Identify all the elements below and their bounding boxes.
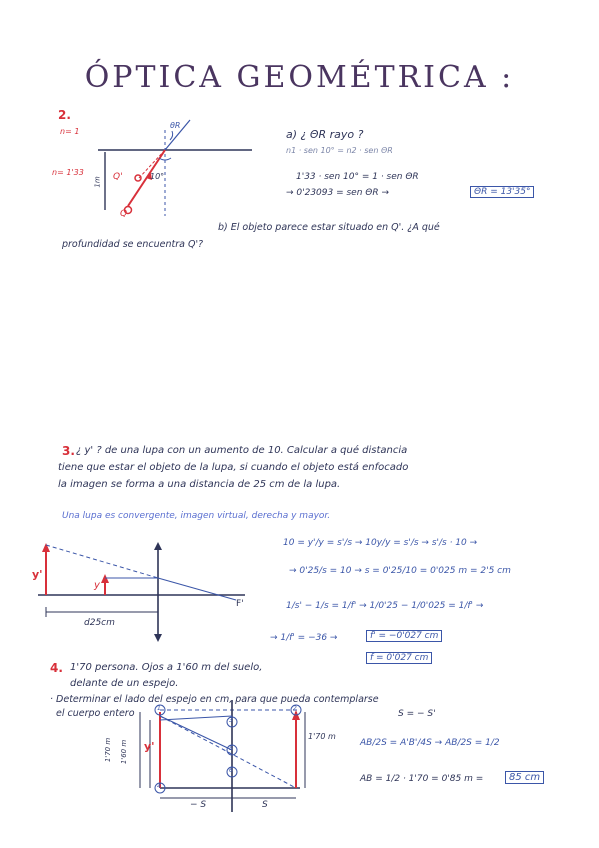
y-label: y [94,580,100,591]
distance-label: d25cm [84,618,115,628]
p3-eq1: 10 = y'/y = s'/s → 10y/y = s'/s → s'/s · 10 → [283,538,478,548]
problem-4-line-2: delante de un espejo. [70,678,179,689]
angle-label: 10° [150,172,165,181]
point-q-prime [135,175,141,181]
problem-3-number: 3. [62,444,75,458]
result-equation: AB = 1/2 · 1'70 = 0'85 m = [360,774,484,784]
problem-4-line-3: · Determinar el lado del espejo en cm, para que pueda contemplarse [50,694,379,705]
sight-ray-up [160,716,232,720]
image-height-label: 1'70 m [308,732,336,741]
depth-label: 1m [93,176,102,188]
angle-arc-r [170,131,173,140]
refraction-diagram [98,120,252,216]
q-prime-label: Q' [113,172,123,182]
marker-2-label: 2 [293,705,297,712]
marker-1-label: 1 [157,705,161,712]
sight-ray-down [160,716,232,750]
question-a: a) ¿ ΘR rayo ? [286,128,364,141]
problem-4-line-1: 1'70 persona. Ojos a 1'60 m del suelo, [70,662,263,673]
marker-6-label: 6 [229,767,233,774]
n2-label: n= 1'33 [52,168,84,177]
angle-arc [159,158,171,160]
problem-3-line-3: la imagen se forma a una distancia de 25 cm de la lupa. [58,479,341,490]
height-label: 1'70 m [104,737,113,763]
problem-4-number: 4. [50,661,63,675]
marker-4-label: 4 [157,783,161,790]
lens-note: Una lupa es convergente, imagen virtual, derecha y mayor. [62,511,331,521]
ray-refracted [158,578,236,600]
p4-result: 85 cm [505,771,544,784]
p2-eq2: 1'33 · sen 10° = 1 · sen ΘR [296,172,419,182]
p2-eq3: → 0'23093 = sen ΘR → [286,188,390,198]
q-label: Q [120,209,128,219]
page-title: ÓPTICA GEOMÉTRICA : [84,60,515,95]
p3-result-1: f' = −0'027 cm [366,630,442,642]
p3-result-2: f = 0'027 cm [366,652,432,664]
sight-ray-low [160,716,296,788]
problem-3-line-1: ¿ y' ? de una lupa con un aumento de 10. Calcular a qué distancia [76,445,408,456]
p4-y-prime-label: y' [144,740,155,753]
theta-r-label: θR [170,121,181,130]
lens-top-arrow [154,542,162,550]
p2-result-a: ΘR = 13'35° [470,186,534,198]
question-b-line-2: profundidad se encuentra Q'? [62,239,204,250]
ratio-equation: AB/2S = A'B'/4S → AB/2S = 1/2 [360,738,500,748]
virtual-ray-1 [46,545,158,578]
f-prime-label: F' [236,599,244,609]
p3-eq2: → 0'25/s = 10 → s = 0'25/10 = 0'025 m = 2'5 cm [289,566,511,576]
lens-bottom-arrow [154,634,162,642]
mirror-diagram [140,700,305,812]
lens-diagram [38,542,245,642]
problem-2-number: 2. [58,108,71,122]
s-left-label: − S [190,800,207,810]
p3-eq3: 1/s' − 1/s = 1/f' → 1/0'25 − 1/0'025 = 1/f' → [286,601,484,611]
problem-3-line-2: tiene que estar el objeto de la lupa, si cuando el objeto está enfocado [58,462,409,473]
problem-4-line-4: el cuerpo entero [56,708,135,719]
s-right-label: S [262,800,268,810]
eyes-label: 1'60 m [120,739,129,765]
marker-5-label: 5 [229,745,233,752]
n1-label: n= 1 [60,127,80,136]
s-equation: S = − S' [398,709,436,719]
question-b-line-1: b) El objeto parece estar situado en Q'. ¿A qué [218,222,440,233]
marker-3-label: 3 [229,717,233,724]
p3-eq4: → 1/f' = −36 → [270,633,338,643]
y-prime-label: y' [32,568,43,581]
p2-eq1: n1 · sen 10° = n2 · sen ΘR [286,146,393,155]
